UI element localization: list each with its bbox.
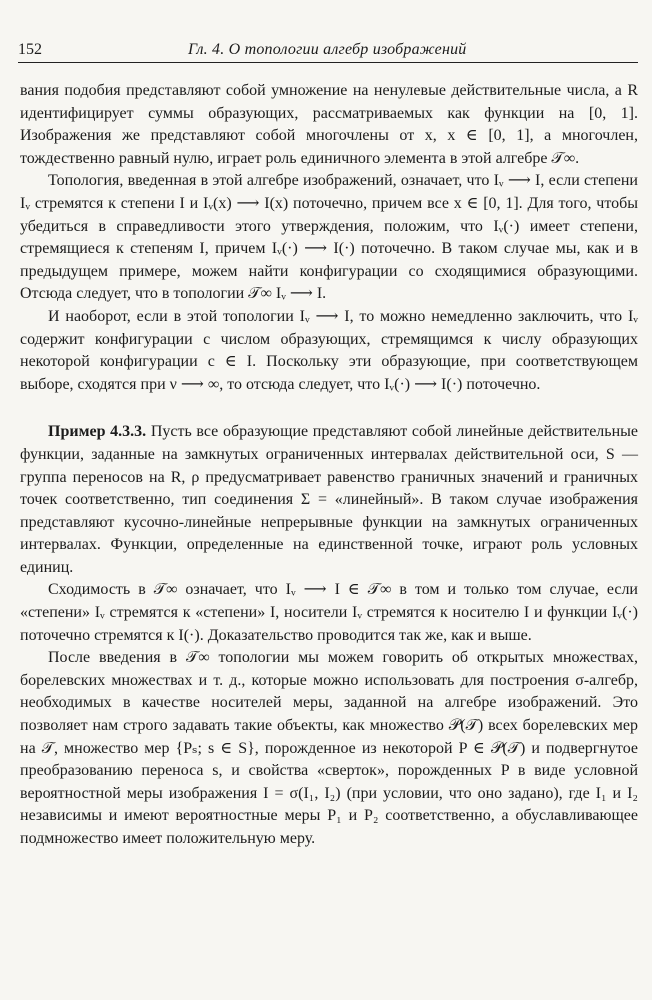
paragraph-continuation: вания подобия представляют собой умножение на ненулевые действительные числа, а R идентифицирует суммы образующих, рассматриваемых как функции на [0, 1]. Изображения же представляют собой многочлены от x, x ∈ [0, 1], а многочлен, тождественно равный нулю, играет роль единичного элемента в этой алгебре 𝒯∞.: [20, 82, 638, 167]
example-text: Пусть все образующие представляют собой линейные действительные функции, заданные на замкнутых ограниченных интервалах действительной оси, S — группа переносов на R, ρ предусматривает равенство граничных значений и граничных точек соответственно, тип соединения Σ = «линейный». В таком случае изображения представляют кусочно-линейные непрерывные функции на замкнутых ограниченных интервалах. Функции, определенные на единственной точке, играют роль условных единиц.: [20, 423, 639, 576]
example-paragraph: [20, 421, 638, 579]
running-title: Гл. 4. О топологии алгебр изображений: [188, 41, 467, 58]
paragraph-converse: И наоборот, если в этой топологии Iᵥ ⟶ I, то можно немедленно заключить, что Iᵥ содержит конфигурации с числом образующих, стремящимся к числу образующих некоторой конфигурации c ∈ I. Поскольку эти образующие, при соответствующем выборе, сходятся при ν ⟶ ∞, то отсюда следует, что Iᵥ(·) ⟶ I(·) поточечно.: [20, 307, 638, 393]
header-rule: [18, 62, 638, 63]
running-header: [18, 40, 638, 60]
paragraph-measures: После введения в 𝒯∞ топологии мы можем говорить об открытых множествах, борелевских множествах и т. д., которые можно использовать для построения σ-алгебр, необходимых в качестве носителей меры, заданной на алгебре изображений. Это позволяет нам строго задавать такие объекты, как множество 𝒫(𝒯) всех борелевских мер на 𝒯, множество мер {Pₛ; s ∈ S}, порожденное из некоторой P ∈ 𝒫(𝒯) и подвергнутое преобразованию переноса s, и свойства «сверток», порожденных P в виде условной вероятностной меры изображения I = σ(I₁, I₂) (при условии, что оно задано), где I₁ и I₂ независимы и имеют вероятностные меры P₁ и P₂ соответственно, а обуславливающее подмножество имеет положительную меру.: [20, 649, 638, 847]
page-number: 152: [18, 41, 42, 58]
example-title: Пример 4.3.3.: [48, 423, 147, 441]
page-body: [20, 80, 638, 851]
paragraph-topology: Топология, введенная в этой алгебре изображений, означает, что Iᵥ ⟶ I, если степени Iᵥ стремятся к степени I и Iᵥ(x) ⟶ I(x) поточечно, причем все x ∈ [0, 1]. Для того, чтобы убедиться в справедливости этого утверждения, положим, что Iᵥ(·) имеет степени, стремящиеся к степеням I, причем Iᵥ(·) ⟶ I(·) поточечно. В таком случае мы, как и в предыдущем примере, можем найти конфигурации со сходящимися образующими. Отсюда следует, что в топологии 𝒯∞ Iᵥ ⟶ I.: [20, 172, 638, 303]
paragraph-convergence: Сходимость в 𝒯∞ означает, что Iᵥ ⟶ I ∈ 𝒯∞ в том и только том случае, если «степени» Iᵥ стремятся к «степени» I, носители Iᵥ стремятся к носителю I и функции Iᵥ(·) поточечно стремятся к I(·). Доказательство проводится так же, как и выше.: [20, 581, 638, 644]
